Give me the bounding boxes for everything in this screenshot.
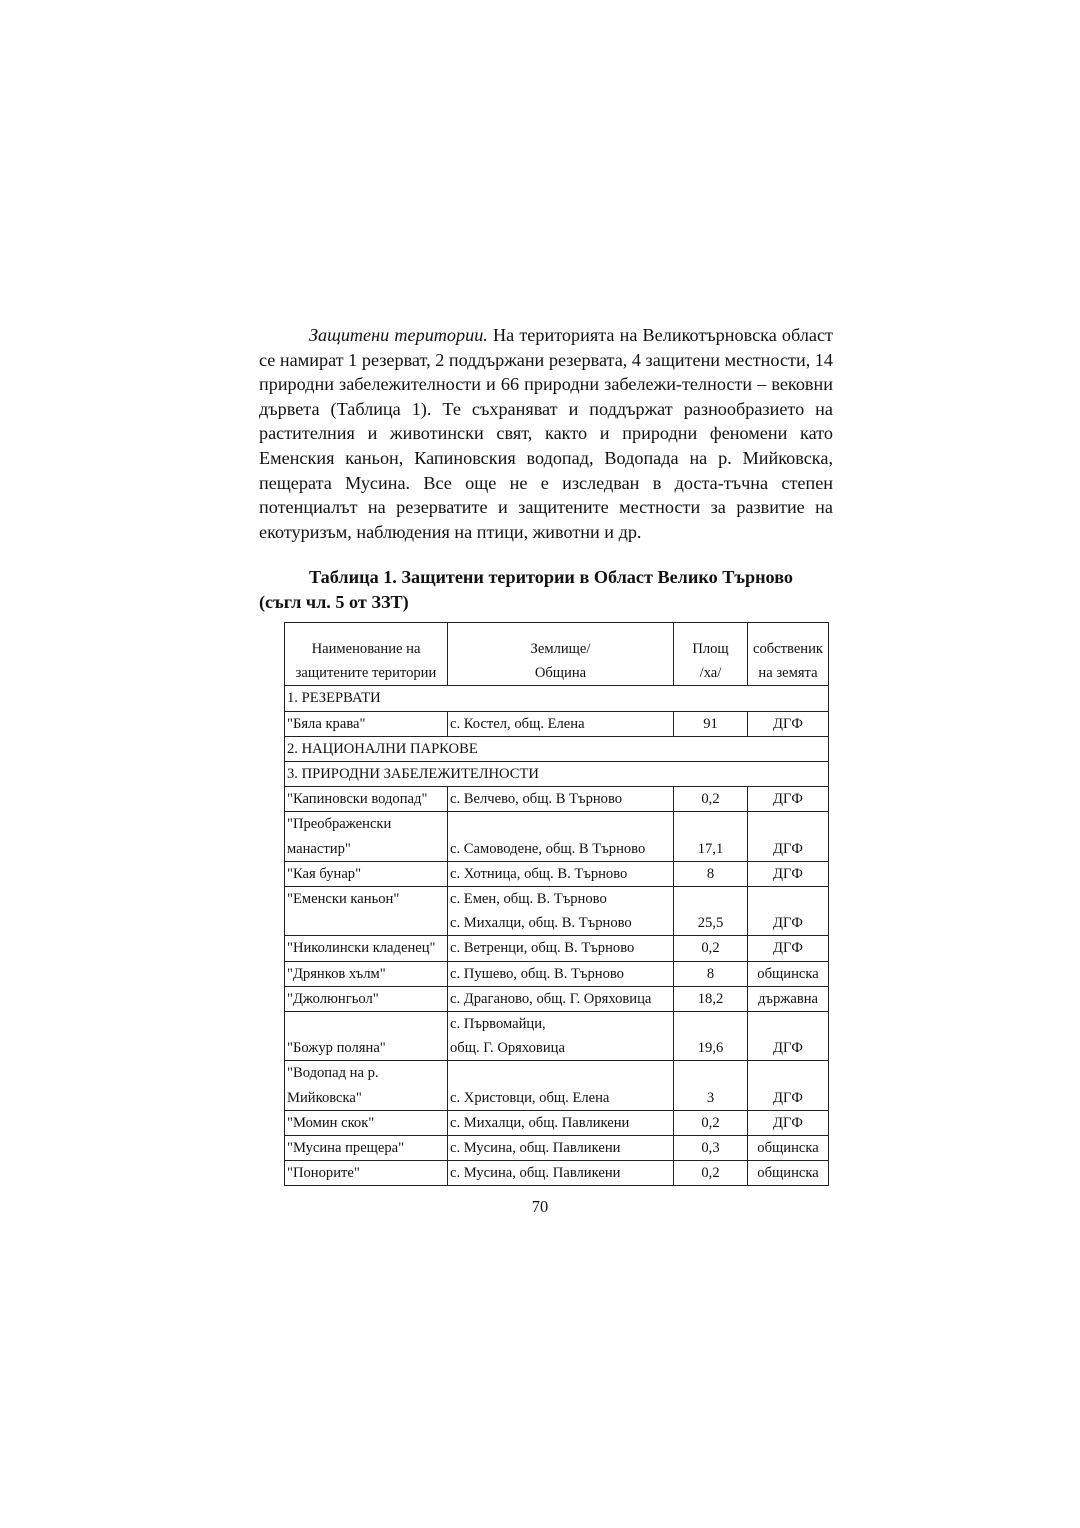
- section-row: [285, 736, 829, 761]
- section-natural-landmarks: 3. ПРИРОДНИ ЗАБЕЛЕЖИТЕЛНОСТИ: [285, 762, 829, 787]
- cell-area: 0,3: [674, 1136, 748, 1161]
- cell-area: 0,2: [674, 1161, 748, 1186]
- cell-owner: ДГФ: [748, 1061, 829, 1110]
- table-header-row: [285, 623, 829, 686]
- body-paragraph: [259, 323, 833, 544]
- cell-area: 3: [674, 1061, 748, 1110]
- cell-location: с. Ветренци, общ. В. Търново: [448, 936, 674, 961]
- cell-location: с. Велчево, общ. В Търново: [448, 787, 674, 812]
- cell-location: с. Самоводене, общ. В Търново: [448, 812, 674, 861]
- table-row: [285, 1012, 829, 1061]
- cell-area: 91: [674, 711, 748, 736]
- cell-area: 17,1: [674, 812, 748, 861]
- table-row: [285, 1061, 829, 1110]
- cell-owner: общинска: [748, 1136, 829, 1161]
- cell-name: "Момин скок": [285, 1110, 448, 1135]
- cell-name: "Водопад на р. Мийковска": [285, 1061, 448, 1110]
- cell-location: с. Христовци, общ. Елена: [448, 1061, 674, 1110]
- header-location: Землище/ Община: [448, 623, 674, 686]
- cell-area: 0,2: [674, 1110, 748, 1135]
- cell-owner: държавна: [748, 986, 829, 1011]
- cell-location: с. Първомайци, общ. Г. Оряховица: [448, 1012, 674, 1061]
- cell-area: 8: [674, 961, 748, 986]
- cell-name: "Капиновски водопад": [285, 787, 448, 812]
- header-owner: собственик на земята: [748, 623, 829, 686]
- cell-owner: ДГФ: [748, 812, 829, 861]
- table-caption: Таблица 1. Защитени територии в Област Велико Търново (съгл чл. 5 от ЗЗТ): [259, 567, 793, 612]
- cell-name: "Кая бунар": [285, 861, 448, 886]
- header-area: Площ /ха/: [674, 623, 748, 686]
- cell-location: с. Пушево, общ. В. Търново: [448, 961, 674, 986]
- cell-location: с. Емен, общ. В. Търново с. Михалци, общ. В. Търново: [448, 887, 674, 936]
- cell-name: "Дрянков хълм": [285, 961, 448, 986]
- table-row: [285, 936, 829, 961]
- cell-name: "Понорите": [285, 1161, 448, 1186]
- protected-territories-table: [284, 622, 829, 1186]
- section-row: [285, 762, 829, 787]
- paragraph-text: На територията на Великотърновска област се намират 1 резерват, 2 поддържани резервата, 4 защитени местности, 14 природни забележителности и 66 природни забележи-телности – вековни дървета (Таблица 1). Те съхраняват и поддържат разнообразието на растителния и животински свят, както и природни феномени като Еменския каньон, Капиновския водопад, Водопада на р. Мийковска, пещерата Мусина. Все още не е изследван в доста-тъчна степен потенциалът на резерватите и защитените местности за развитие на екотуризъм, наблюдения на птици, животни и др.: [259, 325, 834, 542]
- cell-owner: общинска: [748, 1161, 829, 1186]
- cell-area: 19,6: [674, 1012, 748, 1061]
- cell-location: с. Костел, общ. Елена: [448, 711, 674, 736]
- cell-area: 18,2: [674, 986, 748, 1011]
- table-row: [285, 887, 829, 936]
- cell-name: "Преображенски манастир": [285, 812, 448, 861]
- cell-name: "Мусина прещера": [285, 1136, 448, 1161]
- cell-owner: ДГФ: [748, 787, 829, 812]
- cell-owner: ДГФ: [748, 861, 829, 886]
- table-row: [285, 1110, 829, 1135]
- cell-name: "Бяла крава": [285, 711, 448, 736]
- table-row: [285, 986, 829, 1011]
- cell-owner: общинска: [748, 961, 829, 986]
- cell-area: 25,5: [674, 887, 748, 936]
- cell-name: "Еменски каньон": [285, 887, 448, 936]
- table-row: [285, 961, 829, 986]
- section-row: [285, 686, 829, 711]
- cell-location: с. Драганово, общ. Г. Оряховица: [448, 986, 674, 1011]
- page-number: 70: [531, 1197, 549, 1216]
- cell-location: с. Хотница, общ. В. Търново: [448, 861, 674, 886]
- cell-owner: ДГФ: [748, 887, 829, 936]
- section-national-parks: 2. НАЦИОНАЛНИ ПАРКОВЕ: [285, 736, 829, 761]
- header-name: Наименование на защитените територии: [285, 623, 448, 686]
- table-row: [285, 1136, 829, 1161]
- table-row: [285, 711, 829, 736]
- paragraph-lead: Защитени територии.: [309, 325, 488, 345]
- section-reserves: 1. РЕЗЕРВАТИ: [285, 686, 829, 711]
- cell-area: 8: [674, 861, 748, 886]
- cell-owner: ДГФ: [748, 1110, 829, 1135]
- cell-location: с. Мусина, общ. Павликени: [448, 1136, 674, 1161]
- cell-location: с. Михалци, общ. Павликени: [448, 1110, 674, 1135]
- table-row: [285, 1161, 829, 1186]
- cell-area: 0,2: [674, 936, 748, 961]
- cell-owner: ДГФ: [748, 936, 829, 961]
- cell-area: 0,2: [674, 787, 748, 812]
- table-row: [285, 787, 829, 812]
- table-row: [285, 861, 829, 886]
- cell-name: "Николински кладенец": [285, 936, 448, 961]
- cell-name: "Божур поляна": [285, 1012, 448, 1061]
- cell-owner: ДГФ: [748, 711, 829, 736]
- cell-location: с. Мусина, общ. Павликени: [448, 1161, 674, 1186]
- cell-owner: ДГФ: [748, 1012, 829, 1061]
- cell-name: "Джолюнгьол": [285, 986, 448, 1011]
- table-row: [285, 812, 829, 861]
